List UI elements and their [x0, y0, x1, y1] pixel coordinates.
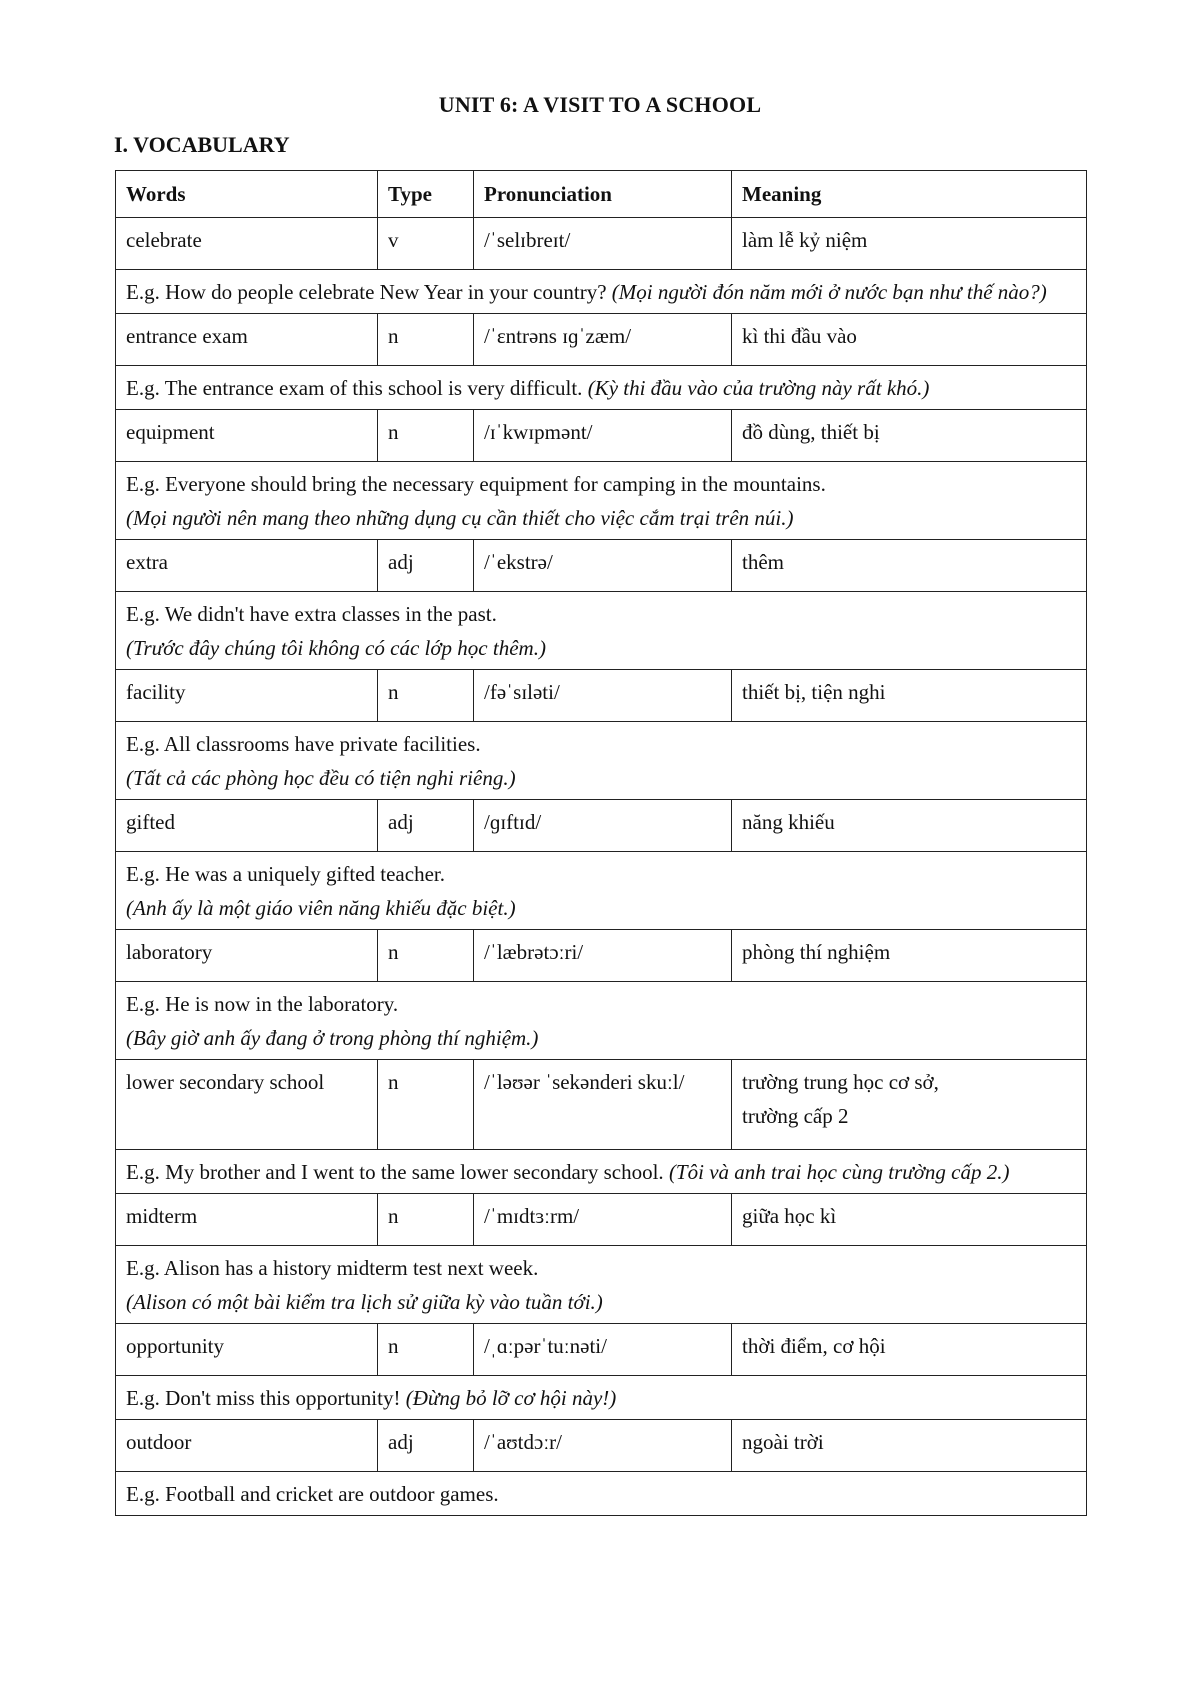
word-cell: gifted — [116, 800, 378, 852]
example-row — [116, 270, 1087, 314]
example-cell — [116, 462, 1087, 540]
header-words: Words — [116, 171, 378, 218]
pronunciation-cell: /ˈselɪbreɪt/ — [474, 218, 732, 270]
example-cell — [116, 722, 1087, 800]
example-cell — [116, 852, 1087, 930]
word-row — [116, 1060, 1087, 1150]
example-vietnamese: (Mọi người đón năm mới ở nước bạn như thế nào?) — [611, 280, 1047, 304]
example-english: E.g. My brother and I went to the same lower secondary school. — [126, 1160, 664, 1184]
word-row — [116, 540, 1087, 592]
example-row — [116, 592, 1087, 670]
example-vietnamese: (Kỳ thi đầu vào của trường này rất khó.) — [587, 376, 930, 400]
example-vietnamese: (Mọi người nên mang theo những dụng cụ cần thiết cho việc cắm trại trên núi.) — [126, 506, 794, 530]
example-cell — [116, 592, 1087, 670]
type-cell: adj — [378, 800, 474, 852]
example-row — [116, 852, 1087, 930]
example-row — [116, 1150, 1087, 1194]
word-row — [116, 800, 1087, 852]
type-cell: adj — [378, 540, 474, 592]
vocabulary-table — [115, 170, 1087, 1516]
example-row — [116, 1472, 1087, 1516]
example-row — [116, 1246, 1087, 1324]
example-english: E.g. The entrance exam of this school is very difficult. — [126, 376, 583, 400]
word-row — [116, 1194, 1087, 1246]
word-cell: opportunity — [116, 1324, 378, 1376]
example-cell — [116, 270, 1087, 314]
type-cell: n — [378, 1194, 474, 1246]
example-vietnamese: (Trước đây chúng tôi không có các lớp học thêm.) — [126, 636, 546, 660]
example-english: E.g. He is now in the laboratory. — [126, 992, 399, 1016]
word-row — [116, 930, 1087, 982]
example-cell — [116, 1376, 1087, 1420]
type-cell: n — [378, 1060, 474, 1150]
example-english: E.g. How do people celebrate New Year in your country? — [126, 280, 607, 304]
example-row — [116, 366, 1087, 410]
example-row — [116, 1376, 1087, 1420]
example-cell — [116, 1150, 1087, 1194]
meaning-cell: giữa học kì — [732, 1194, 1087, 1246]
pronunciation-cell: /ˌɑːpərˈtuːnəti/ — [474, 1324, 732, 1376]
meaning-line: trường cấp 2 — [742, 1104, 849, 1128]
example-english: E.g. We didn't have extra classes in the past. — [126, 602, 497, 626]
header-type: Type — [378, 171, 474, 218]
example-english: E.g. Alison has a history midterm test next week. — [126, 1256, 539, 1280]
word-cell: entrance exam — [116, 314, 378, 366]
header-meaning: Meaning — [732, 171, 1087, 218]
type-cell: n — [378, 930, 474, 982]
type-cell: n — [378, 1324, 474, 1376]
pronunciation-cell: /ˈmɪdtɜːrm/ — [474, 1194, 732, 1246]
example-cell — [116, 1472, 1087, 1516]
meaning-cell: năng khiếu — [732, 800, 1087, 852]
example-cell — [116, 982, 1087, 1060]
meaning-line: trường trung học cơ sở, — [742, 1070, 939, 1094]
pronunciation-cell: /ˈləʊər ˈsekənderi skuːl/ — [474, 1060, 732, 1150]
meaning-cell: thêm — [732, 540, 1087, 592]
word-row — [116, 218, 1087, 270]
example-english: E.g. Football and cricket are outdoor games. — [126, 1482, 499, 1506]
type-cell: v — [378, 218, 474, 270]
example-cell — [116, 366, 1087, 410]
word-row — [116, 314, 1087, 366]
type-cell: n — [378, 670, 474, 722]
table-header-row — [116, 171, 1087, 218]
pronunciation-cell: /ˈlæbrətɔːri/ — [474, 930, 732, 982]
meaning-cell — [732, 1060, 1087, 1150]
pronunciation-cell: /ɡɪftɪd/ — [474, 800, 732, 852]
meaning-cell: thời điểm, cơ hội — [732, 1324, 1087, 1376]
type-cell: n — [378, 314, 474, 366]
pronunciation-cell: /ˈaʊtdɔːr/ — [474, 1420, 732, 1472]
word-cell: lower secondary school — [116, 1060, 378, 1150]
word-row — [116, 410, 1087, 462]
word-row — [116, 670, 1087, 722]
header-pronunciation: Pronunciation — [474, 171, 732, 218]
word-cell: celebrate — [116, 218, 378, 270]
word-cell: facility — [116, 670, 378, 722]
meaning-cell: đồ dùng, thiết bị — [732, 410, 1087, 462]
section-title: I. VOCABULARY — [114, 132, 290, 157]
word-cell: midterm — [116, 1194, 378, 1246]
meaning-cell: làm lễ kỷ niệm — [732, 218, 1087, 270]
meaning-cell: phòng thí nghiệm — [732, 930, 1087, 982]
example-row — [116, 982, 1087, 1060]
pronunciation-cell: /ˈekstrə/ — [474, 540, 732, 592]
example-english: E.g. He was a uniquely gifted teacher. — [126, 862, 445, 886]
word-row — [116, 1420, 1087, 1472]
example-vietnamese: (Bây giờ anh ấy đang ở trong phòng thí nghiệm.) — [126, 1026, 539, 1050]
meaning-cell: kì thi đầu vào — [732, 314, 1087, 366]
type-cell: adj — [378, 1420, 474, 1472]
word-row — [116, 1324, 1087, 1376]
example-english: E.g. Everyone should bring the necessary equipment for camping in the mountains. — [126, 472, 826, 496]
example-cell — [116, 1246, 1087, 1324]
example-vietnamese: (Tôi và anh trai học cùng trường cấp 2.) — [668, 1160, 1010, 1184]
meaning-cell: ngoài trời — [732, 1420, 1087, 1472]
example-row — [116, 462, 1087, 540]
example-vietnamese: (Đừng bỏ lỡ cơ hội này!) — [405, 1386, 617, 1410]
pronunciation-cell: /fəˈsɪləti/ — [474, 670, 732, 722]
example-english: E.g. Don't miss this opportunity! — [126, 1386, 401, 1410]
pronunciation-cell: /ɪˈkwɪpmənt/ — [474, 410, 732, 462]
word-cell: outdoor — [116, 1420, 378, 1472]
word-cell: laboratory — [116, 930, 378, 982]
pronunciation-cell: /ˈɛntrəns ɪɡˈzæm/ — [474, 314, 732, 366]
example-vietnamese: (Tất cả các phòng học đều có tiện nghi riêng.) — [126, 766, 516, 790]
page-title: UNIT 6: A VISIT TO A SCHOOL — [438, 92, 762, 117]
example-english: E.g. All classrooms have private facilities. — [126, 732, 481, 756]
example-vietnamese: (Anh ấy là một giáo viên năng khiếu đặc biệt.) — [126, 896, 516, 920]
example-row — [116, 722, 1087, 800]
word-cell: extra — [116, 540, 378, 592]
word-cell: equipment — [116, 410, 378, 462]
meaning-cell: thiết bị, tiện nghi — [732, 670, 1087, 722]
type-cell: n — [378, 410, 474, 462]
example-vietnamese: (Alison có một bài kiểm tra lịch sử giữa kỳ vào tuần tới.) — [126, 1290, 603, 1314]
